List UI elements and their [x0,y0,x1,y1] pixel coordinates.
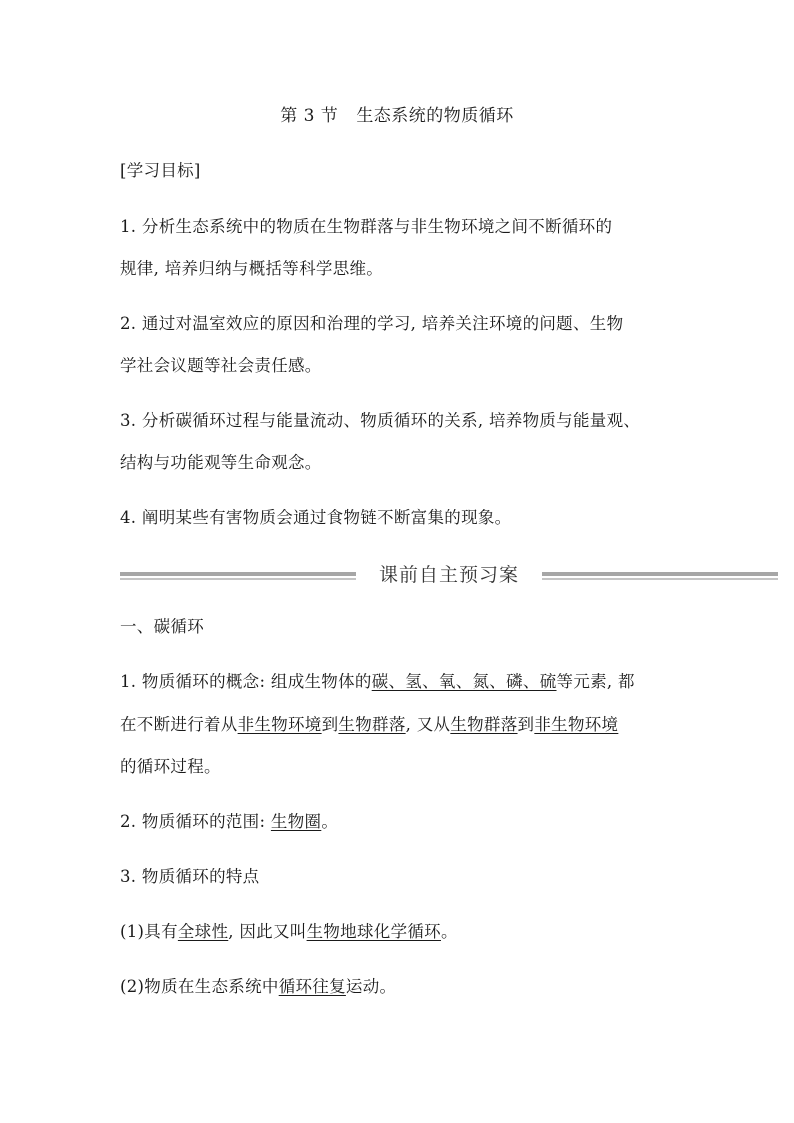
objective-3-line-1: 3. 分析碳循环过程与能量流动、物质循环的关系, 培养物质与能量观、 [120,411,641,430]
feature-biogeochemical-answer: 生物地球化学循环 [306,922,441,941]
feature-text: 。 [440,922,458,941]
scope-line [120,810,338,834]
concept-abiotic-answer: 非生物环境 [237,715,322,734]
feature-text: , 因此又叫 [228,922,307,941]
concept-abiotic-answer-2: 非生物环境 [534,715,619,734]
objective-2-line-2: 学社会议题等社会责任感。 [120,356,322,375]
concept-community-answer-2: 生物群落 [450,715,518,734]
scope-text: 2. 物质循环的范围: [120,812,271,831]
section-name: 生态系统的物质循环 [356,106,514,126]
features-heading: 3. 物质循环的特点 [120,867,260,886]
feature-text: (2)物质在生态系统中 [120,977,279,996]
concept-text: 到 [517,715,535,734]
section-number: 第 3 节 [280,106,339,126]
objective-2-line-1: 2. 通过对温室效应的原因和治理的学习, 培养关注环境的问题、生物 [120,314,624,333]
objective-1-line-1: 1. 分析生态系统中的物质在生物群落与非生物环境之间不断循环的 [120,217,613,236]
feature-text: (1)具有 [120,922,178,941]
objective-4: 4. 阐明某些有害物质会通过食物链不断富集的现象。 [120,508,512,527]
banner-right-rule [542,572,778,580]
concept-text: 1. 物质循环的概念: 组成生物体的 [120,672,372,691]
feature-1 [120,920,458,944]
concept-text: 到 [321,715,339,734]
banner-label: 课前自主预习案 [378,564,519,586]
section-banner [120,560,778,590]
concept-line-3: 的循环过程。 [120,757,221,776]
concept-elements-answer: 碳、氢、氧、氮、磷、硫 [371,672,557,691]
banner-left-rule [120,572,356,580]
objective-3-line-2: 结构与功能观等生命观念。 [120,453,322,472]
concept-text: 等元素, 都 [556,672,635,691]
feature-text: 运动。 [345,977,397,996]
feature-2 [120,975,396,999]
page-title [0,104,794,128]
objective-1-line-2: 规律, 培养归纳与概括等科学思维。 [120,259,384,278]
scope-text: 。 [321,812,339,831]
concept-community-answer: 生物群落 [338,715,406,734]
concept-line-2 [120,713,618,737]
feature-cyclic-answer: 循环往复 [278,977,346,996]
carbon-cycle-heading: 一、碳循环 [120,617,204,636]
concept-text: 在不断进行着从 [120,715,238,734]
feature-global-answer: 全球性 [177,922,229,941]
concept-text: , 又从 [405,715,451,734]
scope-answer: 生物圈 [270,812,322,831]
objectives-heading: [学习目标] [120,161,201,180]
concept-line-1 [120,670,635,694]
